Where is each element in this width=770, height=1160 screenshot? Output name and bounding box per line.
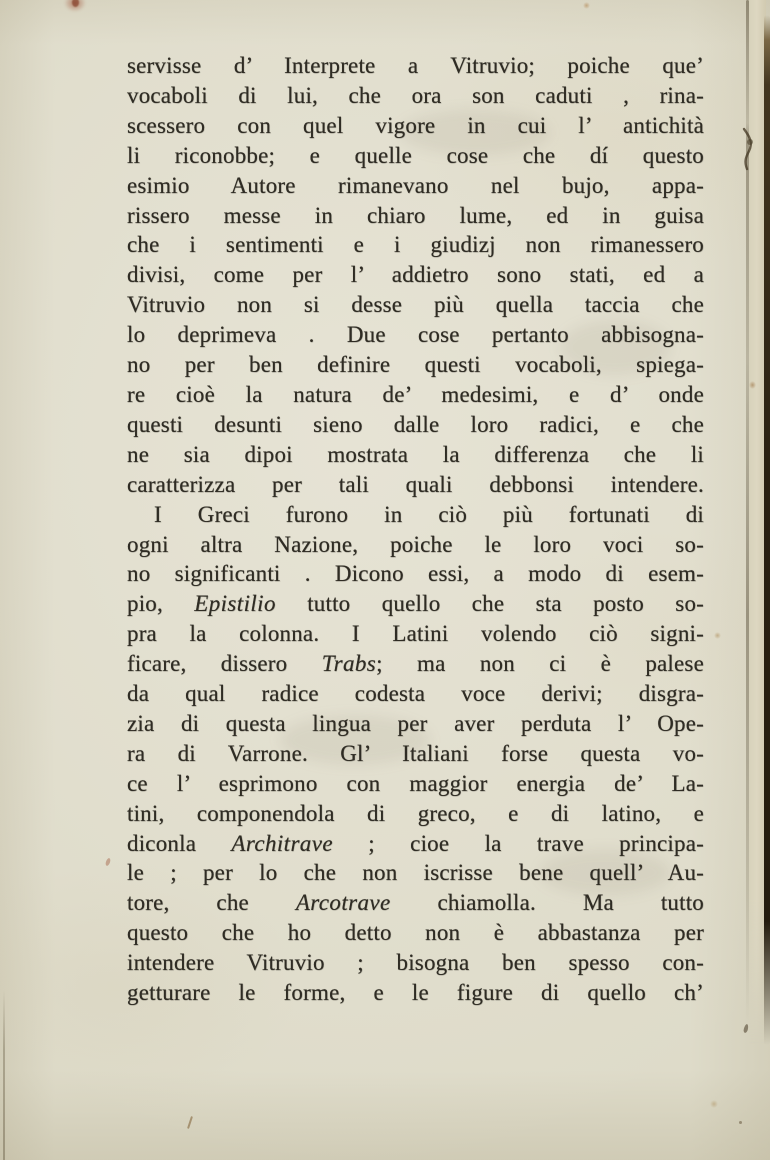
text-segment: pra la colonna. I Latini volendo ciò signi- [127,621,704,647]
text-segment: diconla [127,830,232,856]
foxing-speck [583,2,590,9]
text-line [127,201,704,231]
text-line [127,829,704,859]
italic-term: Arcotrave [295,890,391,916]
text-segment: scessero con quel vigore in cui l’ antichità [127,112,704,138]
text-line [127,500,704,530]
foxing-dot [710,1100,718,1108]
text-segment: chiamolla. Ma tutto [390,890,704,916]
text-line [127,888,704,918]
italic-term: Epistilio [194,591,276,617]
text-segment: esimio Autore rimanevano nel bujo, appa- [127,172,704,198]
text-segment: re cioè la natura de’ medesimi, e d’ onde [127,381,704,407]
text-segment: questo che ho detto non è abbastanza per [127,920,704,946]
ink-speck [739,1121,742,1124]
text-line [127,410,704,440]
text-segment: questi desunti sieno dalle loro radici, e che [127,411,704,437]
text-line [127,918,704,948]
text-line [127,290,704,320]
text-line [127,380,704,410]
text-line [127,948,704,978]
text-line [127,559,704,589]
text-segment: no per ben definire questi vocaboli, spiega- [127,352,704,378]
italic-term: Trabs [321,651,377,677]
text-line [127,619,704,649]
text-line [127,111,704,141]
binding-crease-line [3,990,5,1160]
italic-term: Architrave [231,830,333,856]
text-segment: tutto quello che sta posto so- [275,591,705,617]
text-line [127,51,704,81]
text-line [127,81,704,111]
foxing-dot [749,381,756,389]
text-segment: li riconobbe; e quelle cose che dí questo [127,142,704,168]
text-segment: Vitruvio non si desse più quella taccia che [127,292,704,318]
text-line [127,230,704,260]
text-line [127,799,704,829]
text-line [127,470,704,500]
text-line [127,769,704,799]
text-line [127,350,704,380]
text-segment: rissero messe in chiaro lume, ed in guisa [127,202,704,228]
text-segment: ogni altra Nazione, poiche le loro voci so- [127,531,704,557]
text-segment: ra di Varrone. Gl’ Italiani forse questa vo- [127,740,704,766]
text-line [127,440,704,470]
text-segment: servisse d’ Interprete a Vitruvio; poiche que’ [127,53,704,78]
text-line [127,858,704,888]
text-line [127,978,704,1008]
text-segment: ficare, dissero [127,651,322,677]
text-segment: intendere Vitruvio ; bisogna ben spesso con- [127,950,704,976]
text-line [127,171,704,201]
text-segment: getturare le forme, e le figure di quello ch’ [127,980,704,1006]
text-segment: pio, [127,591,195,617]
text-segment: vocaboli di lui, che ora son caduti , rina- [127,82,704,108]
page-text [127,51,704,1008]
text-segment: tini, componendola di greco, e di latino, e [127,800,704,826]
text-line [127,739,704,769]
text-line [127,649,704,679]
text-segment: lo deprimeva . Due cose pertanto abbisogna- [127,322,704,348]
text-segment: caratterizza per tali quali debbonsi intendere. [127,471,704,497]
text-segment: divisi, come per l’ addietro sono stati, ed a [127,262,704,288]
text-segment: le ; per lo che non iscrisse bene quell’ Au- [127,860,704,886]
text-line [127,709,704,739]
fore-edge-shadow [764,15,770,1045]
text-segment: tore, che [127,890,296,916]
text-line [127,679,704,709]
foxing-dot [714,632,721,639]
crease-hook-mark [740,127,755,171]
text-segment: che i sentimenti e i giudizj non rimanessero [127,232,704,258]
text-segment: ce l’ esprimono con maggior energia de’ La- [127,770,704,796]
text-line [127,320,704,350]
text-line [127,260,704,290]
text-segment: I Greci furono in ciò più fortunati di [154,501,704,527]
text-segment: zia di questa lingua per aver perduta l’ Ope- [127,710,704,736]
text-segment: da qual radice codesta voce derivi; disgra- [127,681,704,707]
text-line [127,530,704,560]
text-line [127,141,704,171]
text-line [127,589,704,619]
text-segment: no significanti . Dicono essi, a modo di esem- [127,561,704,587]
text-segment: ; cioe la trave principa- [332,830,704,856]
text-segment: ne sia dipoi mostrata la differenza che li [127,441,704,467]
text-segment: ; ma non ci è palese [376,651,704,677]
